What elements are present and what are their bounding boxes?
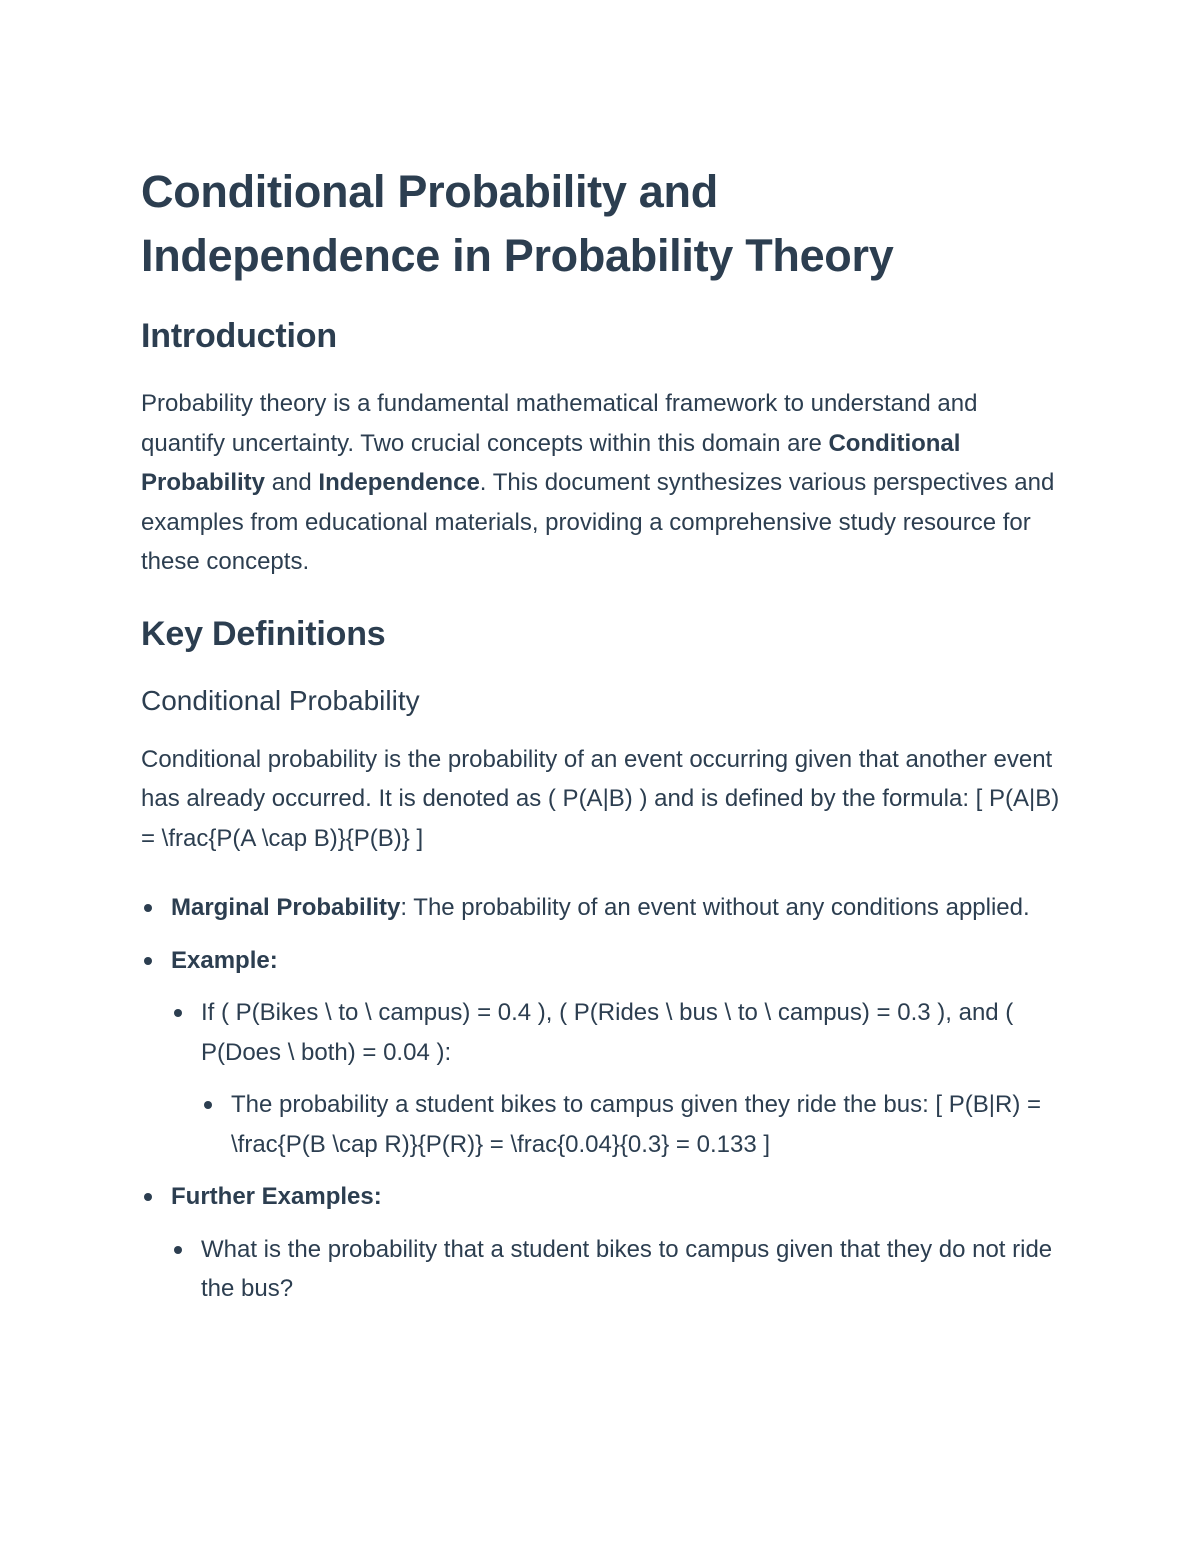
introduction-paragraph xyxy=(141,384,1061,582)
key-definitions-heading: Key Definitions xyxy=(141,614,386,653)
further-examples-sublist xyxy=(171,1230,1061,1309)
list-item-example-given xyxy=(171,993,1061,1164)
further-label-colon: : xyxy=(373,1183,382,1210)
list-item-marginal xyxy=(141,888,1061,928)
list-item-example-solution xyxy=(201,1085,1061,1164)
example-sublist xyxy=(171,993,1061,1164)
title-line-1: Conditional Probability and xyxy=(141,166,718,217)
further-label-text: Further Examples xyxy=(171,1183,374,1210)
list-item-example xyxy=(141,941,1061,1165)
conditional-probability-paragraph: Conditional probability is the probability of an event occurring given that another event has already occurred. It is denoted as ( P(A|B) ) and is defined by the formula: [ P(A|B) = \frac{P(A \cap B)}{P(B)} ] xyxy=(141,745,1060,852)
definition-list xyxy=(141,888,1061,1309)
example-subsublist xyxy=(201,1085,1061,1164)
conditional-probability-subheading: Conditional Probability xyxy=(141,684,420,716)
introduction-heading: Introduction xyxy=(141,317,337,355)
list-item-further-examples xyxy=(141,1177,1061,1309)
document-title xyxy=(141,160,1061,288)
intro-bold-independence: Independence xyxy=(318,469,480,496)
example-label-colon: : xyxy=(269,946,278,974)
example-label-text: Example xyxy=(171,946,270,974)
further-examples-label xyxy=(171,1183,382,1210)
marginal-text: : The probability of an event without any conditions applied. xyxy=(400,894,1030,921)
intro-text-after: . This document synthesizes various perspectives and examples from educational materials, providing a comprehensive study resource for these concepts. xyxy=(141,469,1055,575)
intro-bold-conditional: Conditional Probability xyxy=(141,429,961,496)
title-line-2: Independence in Probability Theory xyxy=(141,230,894,281)
further-question-text: What is the probability that a student bikes to campus given that they do not ride the bus? xyxy=(201,1235,1053,1302)
example-given-text: If ( P(Bikes \ to \ campus) = 0.4 ), ( P(Rides \ bus \ to \ campus) = 0.3 ), and ( P(Does \ both) = 0.04 ): xyxy=(201,999,1014,1066)
example-label xyxy=(171,947,278,974)
list-item-further-question xyxy=(171,1230,1061,1309)
intro-text-mid: and xyxy=(265,469,319,496)
marginal-label: Marginal Probability xyxy=(171,894,401,921)
example-solution-text: The probability a student bikes to campus given they ride the bus: [ P(B|R) = \frac{P(B \cap R)}{P(R)} = \frac{0.04}{0.3} = 0.133 ] xyxy=(231,1091,1041,1158)
intro-text-before: Probability theory is a fundamental mathematical framework to understand and quantify uncertainty. Two crucial concepts within this domain are xyxy=(141,390,978,457)
document-page xyxy=(141,160,1061,1322)
